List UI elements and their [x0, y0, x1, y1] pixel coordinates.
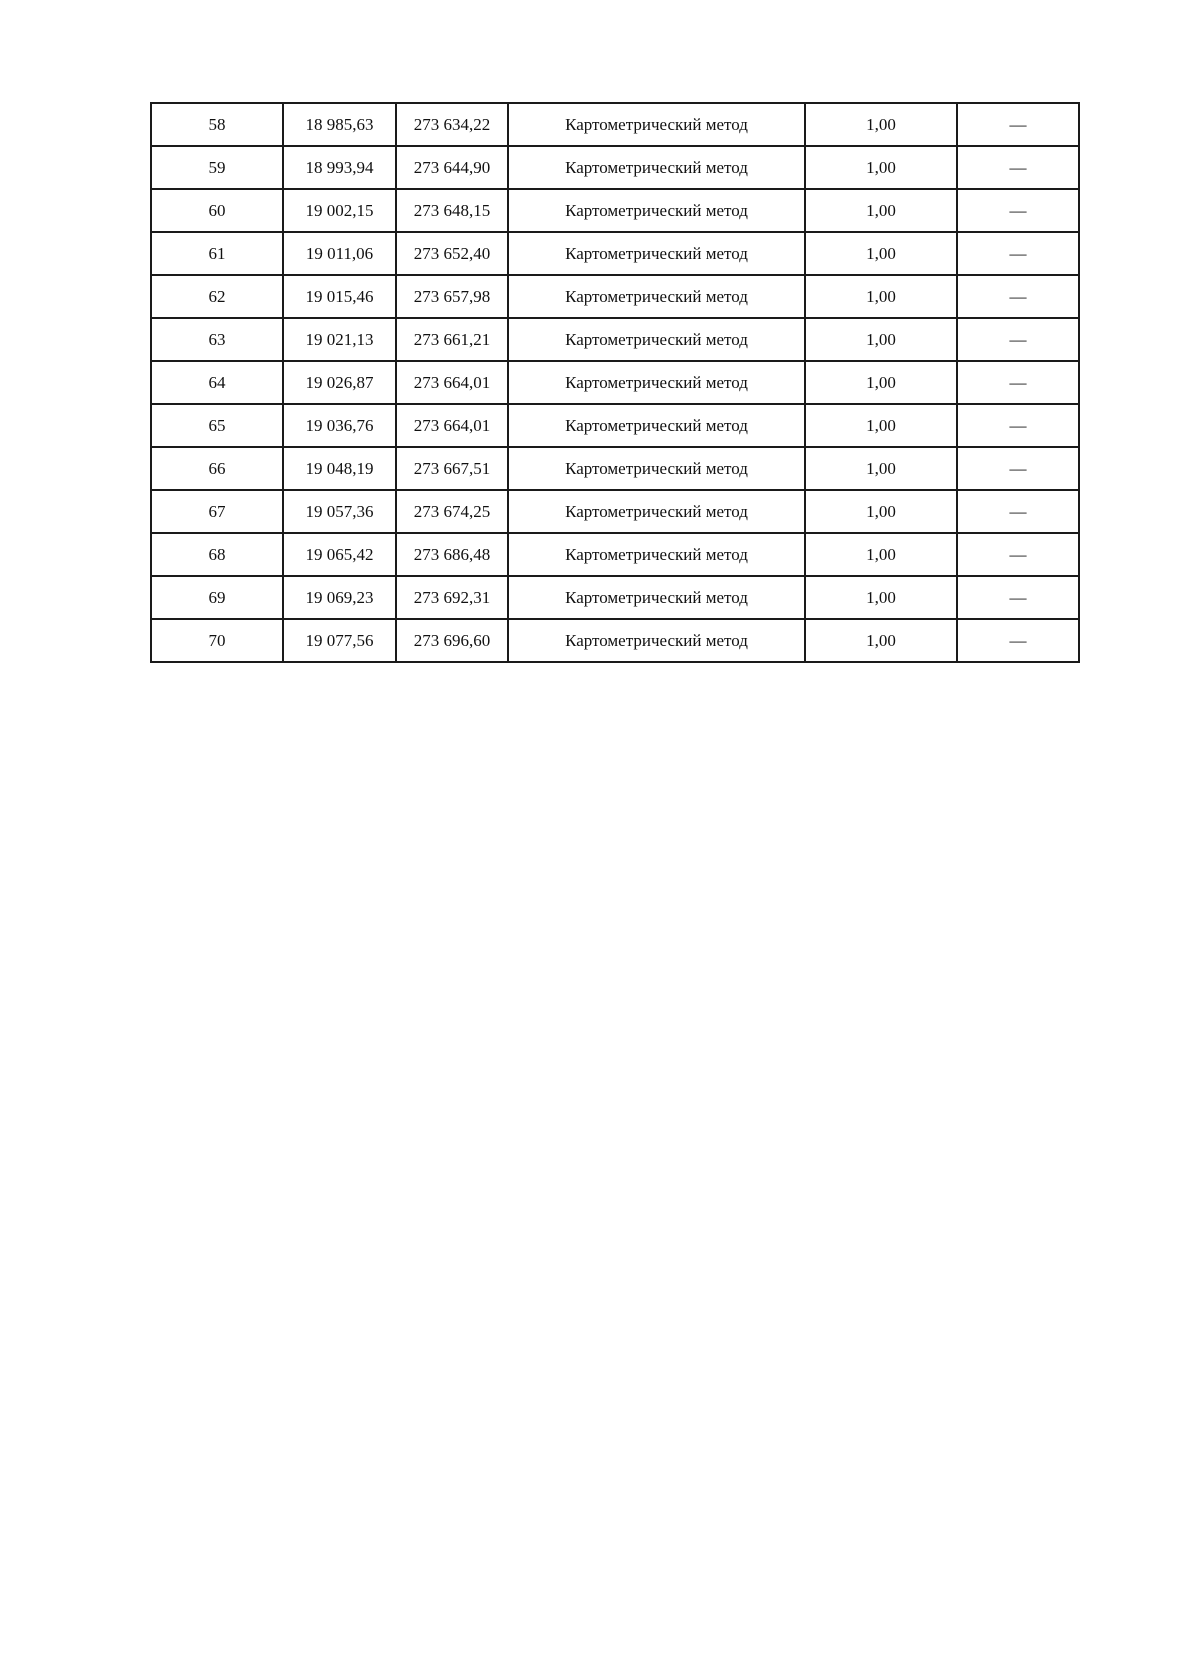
method-cell: Картометрический метод	[508, 361, 805, 404]
description-cell: —	[957, 361, 1079, 404]
point-number-cell: 70	[151, 619, 283, 662]
accuracy-cell: 1,00	[805, 447, 957, 490]
table-row	[151, 533, 1079, 576]
y-coordinate-cell: 273 648,15	[396, 189, 508, 232]
x-coordinate-cell: 18 985,63	[283, 103, 396, 146]
table-row	[151, 318, 1079, 361]
x-coordinate-cell: 19 077,56	[283, 619, 396, 662]
method-cell: Картометрический метод	[508, 404, 805, 447]
y-coordinate-cell: 273 634,22	[396, 103, 508, 146]
x-coordinate-cell: 19 015,46	[283, 275, 396, 318]
accuracy-cell: 1,00	[805, 146, 957, 189]
description-cell: —	[957, 404, 1079, 447]
point-number-cell: 63	[151, 318, 283, 361]
y-coordinate-cell: 273 657,98	[396, 275, 508, 318]
table-row	[151, 361, 1079, 404]
point-number-cell: 67	[151, 490, 283, 533]
x-coordinate-cell: 19 065,42	[283, 533, 396, 576]
coordinates-table	[150, 102, 1080, 663]
y-coordinate-cell: 273 652,40	[396, 232, 508, 275]
description-cell: —	[957, 318, 1079, 361]
point-number-cell: 65	[151, 404, 283, 447]
y-coordinate-cell: 273 674,25	[396, 490, 508, 533]
y-coordinate-cell: 273 664,01	[396, 404, 508, 447]
x-coordinate-cell: 19 021,13	[283, 318, 396, 361]
x-coordinate-cell: 19 011,06	[283, 232, 396, 275]
point-number-cell: 59	[151, 146, 283, 189]
accuracy-cell: 1,00	[805, 189, 957, 232]
point-number-cell: 64	[151, 361, 283, 404]
method-cell: Картометрический метод	[508, 619, 805, 662]
accuracy-cell: 1,00	[805, 404, 957, 447]
method-cell: Картометрический метод	[508, 318, 805, 361]
method-cell: Картометрический метод	[508, 146, 805, 189]
description-cell: —	[957, 576, 1079, 619]
accuracy-cell: 1,00	[805, 619, 957, 662]
accuracy-cell: 1,00	[805, 232, 957, 275]
table-row	[151, 490, 1079, 533]
description-cell: —	[957, 447, 1079, 490]
x-coordinate-cell: 19 036,76	[283, 404, 396, 447]
description-cell: —	[957, 619, 1079, 662]
x-coordinate-cell: 19 057,36	[283, 490, 396, 533]
method-cell: Картометрический метод	[508, 275, 805, 318]
y-coordinate-cell: 273 644,90	[396, 146, 508, 189]
point-number-cell: 58	[151, 103, 283, 146]
method-cell: Картометрический метод	[508, 447, 805, 490]
y-coordinate-cell: 273 696,60	[396, 619, 508, 662]
method-cell: Картометрический метод	[508, 103, 805, 146]
point-number-cell: 69	[151, 576, 283, 619]
x-coordinate-cell: 18 993,94	[283, 146, 396, 189]
point-number-cell: 60	[151, 189, 283, 232]
method-cell: Картометрический метод	[508, 576, 805, 619]
description-cell: —	[957, 232, 1079, 275]
accuracy-cell: 1,00	[805, 275, 957, 318]
y-coordinate-cell: 273 664,01	[396, 361, 508, 404]
y-coordinate-cell: 273 686,48	[396, 533, 508, 576]
description-cell: —	[957, 490, 1079, 533]
method-cell: Картометрический метод	[508, 490, 805, 533]
table-row	[151, 189, 1079, 232]
point-number-cell: 61	[151, 232, 283, 275]
description-cell: —	[957, 146, 1079, 189]
table-row	[151, 447, 1079, 490]
y-coordinate-cell: 273 692,31	[396, 576, 508, 619]
description-cell: —	[957, 275, 1079, 318]
point-number-cell: 66	[151, 447, 283, 490]
y-coordinate-cell: 273 667,51	[396, 447, 508, 490]
x-coordinate-cell: 19 048,19	[283, 447, 396, 490]
x-coordinate-cell: 19 002,15	[283, 189, 396, 232]
description-cell: —	[957, 103, 1079, 146]
table-row	[151, 576, 1079, 619]
table-row	[151, 103, 1079, 146]
description-cell: —	[957, 533, 1079, 576]
x-coordinate-cell: 19 069,23	[283, 576, 396, 619]
accuracy-cell: 1,00	[805, 576, 957, 619]
accuracy-cell: 1,00	[805, 103, 957, 146]
method-cell: Картометрический метод	[508, 232, 805, 275]
table-row	[151, 146, 1079, 189]
table-row	[151, 404, 1079, 447]
table-row	[151, 232, 1079, 275]
method-cell: Картометрический метод	[508, 533, 805, 576]
description-cell: —	[957, 189, 1079, 232]
coordinates-table-body	[151, 103, 1079, 662]
method-cell: Картометрический метод	[508, 189, 805, 232]
accuracy-cell: 1,00	[805, 533, 957, 576]
table-row	[151, 619, 1079, 662]
accuracy-cell: 1,00	[805, 361, 957, 404]
point-number-cell: 68	[151, 533, 283, 576]
y-coordinate-cell: 273 661,21	[396, 318, 508, 361]
x-coordinate-cell: 19 026,87	[283, 361, 396, 404]
accuracy-cell: 1,00	[805, 318, 957, 361]
accuracy-cell: 1,00	[805, 490, 957, 533]
point-number-cell: 62	[151, 275, 283, 318]
table-row	[151, 275, 1079, 318]
